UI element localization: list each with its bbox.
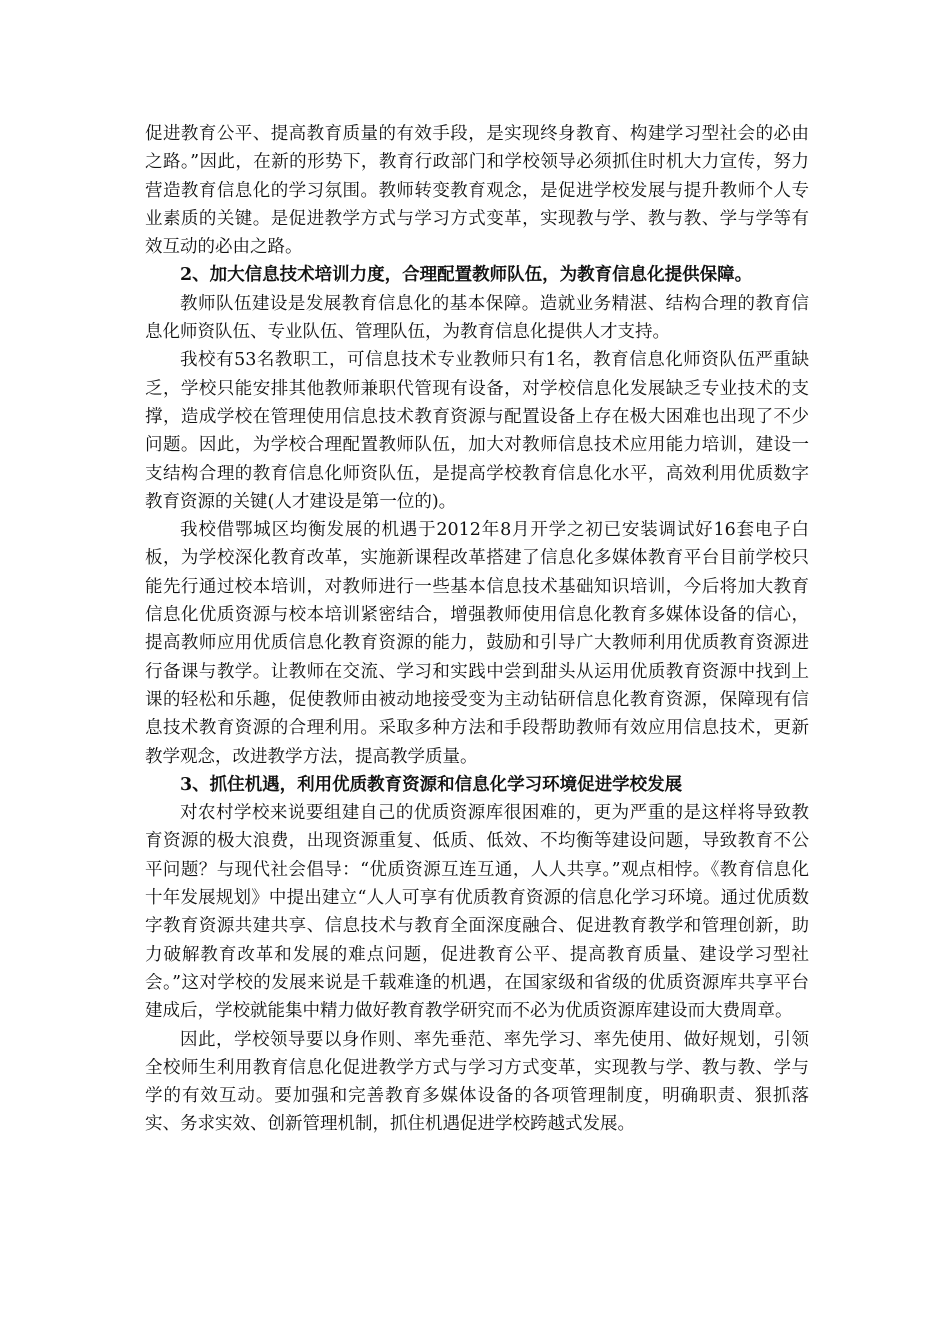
paragraph-rural-schools: 对农村学校来说要组建自己的优质资源库很困难的，更为严重的是这样将导致教育资源的极大浪费，出现资源重复、低质、低效、不均衡等建设问题，导致教育不公平问题？与现代社会倡导：“优质资源互连互通，人人共享。”观点相悖。《教育信息化十年发展规划》中提出建立“人人可享有优质教育资源的信息化学习环境。通过优质数字教育资源共建共享、信息技术与教育全面深度融合、促进教育教学和管理创新，助力破解教育改革和发展的难点问题，促进教育公平、提高教育质量、建设学习型社会。”这对学校的发展来说是千载难逢的机遇，在国家级和省级的优质资源库共享平台建成后，学校就能集中精力做好教育教学研究而不必为优质资源库建设而大费周章。 xyxy=(145,803,809,1022)
paragraph-school-staff: 我校有53名教职工，可信息技术专业教师只有1名，教育信息化师资队伍严重缺乏，学校只能安排其他教师兼职代管现有设备，对学校信息化发展缺乏专业技术的支撑，造成学校在管理使用信息技术教育资源与配置设备上存在极大困难也出现了不少问题。因此，为学校合理配置教师队伍，加大对教师信息技术应用能力培训，建设一支结构合理的教育信息化师资队伍，是提高学校教育信息化水平，高效利用优质数字教育资源的关键(人才建设是第一位的)。 xyxy=(145,350,809,512)
document-body xyxy=(145,120,809,1139)
paragraph-continuation: 促进教育公平、提高教育质量的有效手段，是实现终身教育、构建学习型社会的必由之路。”因此，在新的形势下，教育行政部门和学校领导必须抓住时机大力宣传，努力营造教育信息化的学习氛围。教师转变教育观念，是促进学校发展与提升教师个人专业素质的关键。是促进教学方式与学习方式变革，实现教与学、教与教、学与学等有效互动的必由之路。 xyxy=(145,124,809,258)
paragraph-teacher-team: 教师队伍建设是发展教育信息化的基本保障。造就业务精湛、结构合理的教育信息化师资队伍、专业队伍、管理队伍，为教育信息化提供人才支持。 xyxy=(145,293,809,343)
paragraph-whiteboards: 我校借鄂城区均衡发展的机遇于2012年8月开学之初已安装调试好16套电子白板，为学校深化教育改革，实施新课程改革搭建了信息化多媒体教育平台目前学校只能先行通过校本培训，对教师进行一些基本信息技术基础知识培训，今后将加大教育信息化优质资源与校本培训紧密结合，增强教师使用信息化教育多媒体设备的信心，提高教师应用优质信息化教育资源的能力，鼓励和引导广大教师利用优质教育资源进行备课与教学。让教师在交流、学习和实践中尝到甜头从运用优质教育资源中找到上课的轻松和乐趣，促使教师由被动地接受变为主动钻研信息化教育资源，保障现有信息技术教育资源的合理利用。采取多种方法和手段帮助教师有效应用信息技术，更新教学观念，改进教学方法，提高教学质量。 xyxy=(145,520,809,767)
section-heading-3: 3、抓住机遇，利用优质教育资源和信息化学习环境促进学校发展 xyxy=(180,774,683,795)
paragraph-leadership: 因此，学校领导要以身作则、率先垂范、率先学习、率先使用、做好规划，引领全校师生利用教育信息化促进教学方式与学习方式变革，实现教与学、教与教、学与学的有效互动。要加强和完善教育多媒体设备的各项管理制度，明确职责、狠抓落实、务求实效、创新管理机制，抓住机遇促进学校跨越式发展。 xyxy=(145,1029,809,1135)
section-heading-2: 2、加大信息技术培训力度，合理配置教师队伍，为教育信息化提供保障。 xyxy=(180,265,753,286)
